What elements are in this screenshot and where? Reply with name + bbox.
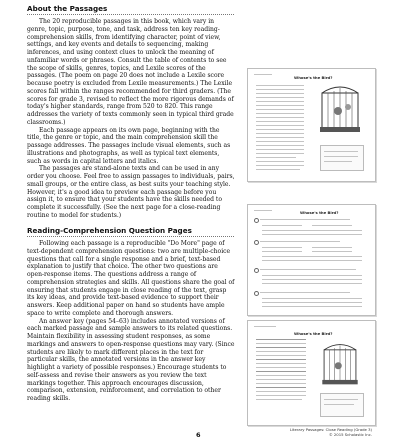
section-heading-question-pages: Reading-Comprehension Question Pages — [27, 226, 192, 235]
thumbnail-title: Whose's the Bird? — [294, 331, 333, 336]
answer-key-thumbnail — [247, 320, 376, 426]
paragraph: An answer key (pages 54–63) includes annotated versions of each marked passage and sample answers to its related questions. Maintain flexibility in assessing student responses, as some markings and answers to open-response questions may vary. (Since students are likely to mark different places in the text for particular skills, the annotated versions in the answer key highlight a variety of possible responses.) Encourage students to self-assess and revise their answers as you review the text markings together. This approach encourages discussion, comparison, extension, reinforcement, and correlation to other reading skills. — [27, 317, 235, 402]
section-heading-about-passages: About the Passages — [27, 4, 108, 13]
heading-rule — [27, 236, 234, 237]
skill-box — [320, 145, 364, 171]
skill-box — [320, 393, 364, 417]
question-pages-body — [27, 240, 235, 403]
about-passages-body — [27, 18, 235, 220]
footer-copyright: © 2015 Scholastic Inc. — [328, 431, 372, 437]
page-footer — [272, 428, 372, 438]
paragraph: The passages are stand-alone texts and can be used in any order you choose. Feel free to assign passages to individuals, pairs, small groups, or the entire class, as best suits your teaching style. However, it's a good idea to preview each passage before you assign it, to ensure that your students have the skills needed to complete it successfully. (See the next page for a close-reading routine to model for students.) — [27, 165, 235, 219]
paragraph: The 20 reproducible passages in this book, which vary in genre, topic, purpose, tone, and task, address ten key reading-comprehension skills, from identifying character, point of view, settings, and key events and details to sequencing, making inferences, and using context clues to unlock the meaning of unfamiliar words or phrases. Consult the table of contents to see the scope of skills, genres, topics, and Lexile scores of the passages. (The poem on page 20 does not include a Lexile score because poetry is excluded from Lexile measurements.) The Lexile scores fall within the ranges recommended for third graders. (The scores for grade 3, revised to reflect the more rigorous demands of today's higher standards, range from 520 to 820. This range addresses the variety of texts commonly seen in typical third grade classrooms.) — [27, 18, 234, 126]
paragraph: Following each passage is a reproducible "Do More" page of text-dependent comprehension questions: two are multiple-choice questions that call for a single response and a brief, text-based explanation to justify that choice. The other two questions are open-response items. The questions address a range of comprehension strategies and skills. All questions share the goal of ensuring that students engage in close reading of the text, grasp its key ideas, and provide text-based evidence to support their answers. Keep additional paper on hand so students have ample space to write complete and thorough answers. — [27, 240, 235, 317]
thumbnail-title: Whose's the Bird? — [294, 75, 333, 80]
thumbnail-title: Whose's the Bird? — [300, 210, 339, 215]
paragraph: Each passage appears on its own page, beginning with the title, the genre or topic, and the main comprehension skill the passage addresses. The passages include visual elements, such as illustrations and photographs, as well as typical text elements, such as words in capital letters and italics. — [27, 126, 231, 165]
page-number: 6 — [196, 431, 201, 439]
footer-book-title: Literary Passages: Close Reading (Grade 3) — [289, 427, 372, 432]
question-page-thumbnail — [247, 204, 376, 316]
heading-rule — [27, 14, 234, 15]
birdcage-illustration — [320, 341, 360, 387]
birdcage-illustration — [318, 83, 362, 135]
passage-page-thumbnail — [247, 68, 376, 182]
